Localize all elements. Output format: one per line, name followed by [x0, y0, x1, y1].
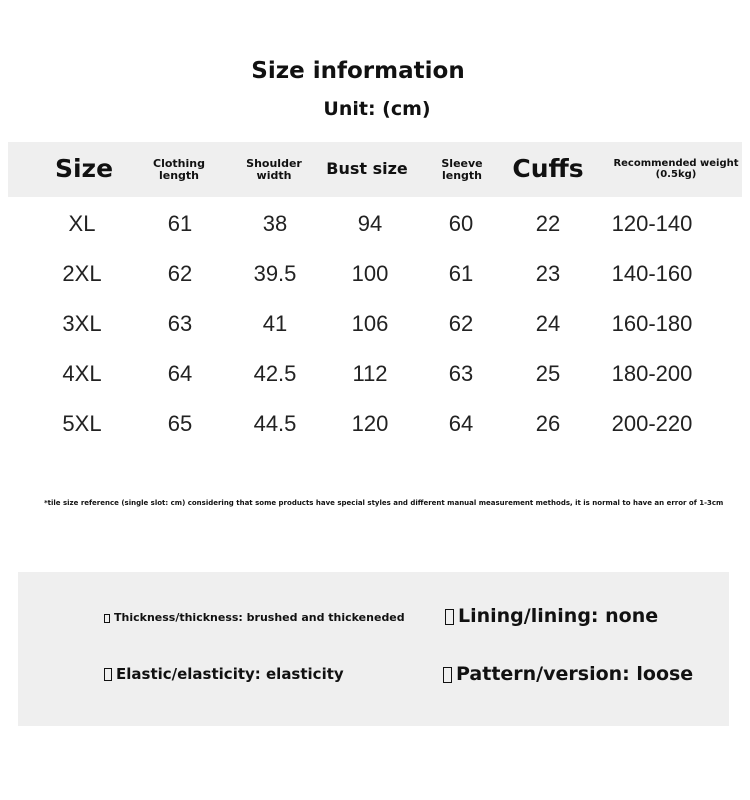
- cell-size: 2XL: [62, 261, 102, 286]
- cell-shoulder-width: 44.5: [253, 411, 297, 436]
- attribute-pattern: [443, 663, 693, 685]
- cell-bust-size: 100: [351, 261, 389, 286]
- cell-cuffs: 22: [535, 211, 561, 236]
- bullet-box-icon: [104, 614, 110, 623]
- attribute-lining-text: Lining/lining: none: [458, 605, 659, 627]
- cell-sleeve-length: 63: [448, 361, 474, 386]
- cell-size: 5XL: [62, 411, 102, 436]
- cell-shoulder-width: 39.5: [253, 261, 297, 286]
- attribute-elastic-text: Elastic/elasticity: elasticity: [116, 665, 344, 683]
- bullet-box-icon: [445, 609, 454, 625]
- cell-recommended-weight: 160-180: [611, 311, 693, 336]
- cell-size: 3XL: [62, 311, 102, 336]
- header-size: Size: [54, 154, 114, 184]
- cell-shoulder-width: 38: [262, 211, 288, 236]
- cell-sleeve-length: 60: [448, 211, 474, 236]
- cell-clothing-length: 64: [167, 361, 193, 386]
- header-recommended-weight: Recommended weight (0.5kg): [613, 158, 739, 180]
- bullet-box-icon: [443, 667, 452, 683]
- attribute-thickness-text: Thickness/thickness: brushed and thickeneded: [114, 611, 405, 624]
- bullet-box-icon: [104, 668, 112, 681]
- attribute-elastic: [104, 665, 344, 683]
- cell-cuffs: 26: [535, 411, 561, 436]
- cell-recommended-weight: 120-140: [611, 211, 693, 236]
- page-title: Size information: [251, 58, 465, 84]
- cell-recommended-weight: 140-160: [611, 261, 693, 286]
- attribute-pattern-text: Pattern/version: loose: [456, 663, 694, 685]
- header-bust-size: Bust size: [326, 159, 408, 179]
- table-row: [0, 202, 750, 252]
- table-row: [0, 352, 750, 402]
- product-attributes-panel: [18, 572, 729, 726]
- attribute-lining: [445, 605, 658, 627]
- cell-size: 4XL: [62, 361, 102, 386]
- cell-sleeve-length: 64: [448, 411, 474, 436]
- header-clothing-length: Clothing length: [153, 156, 205, 182]
- cell-cuffs: 25: [535, 361, 561, 386]
- cell-shoulder-width: 42.5: [253, 361, 297, 386]
- cell-cuffs: 24: [535, 311, 561, 336]
- cell-sleeve-length: 61: [448, 261, 474, 286]
- table-row: [0, 302, 750, 352]
- cell-clothing-length: 61: [167, 211, 193, 236]
- cell-shoulder-width: 41: [262, 311, 288, 336]
- header-cuffs: Cuffs: [512, 154, 584, 184]
- table-row: [0, 402, 750, 452]
- table-row: [0, 252, 750, 302]
- unit-label: Unit: (cm): [323, 98, 431, 120]
- cell-bust-size: 94: [357, 211, 383, 236]
- cell-bust-size: 112: [352, 361, 388, 386]
- header-sleeve-length: Sleeve length: [441, 156, 483, 182]
- cell-recommended-weight: 200-220: [611, 411, 693, 436]
- cell-recommended-weight: 180-200: [611, 361, 693, 386]
- attribute-thickness: [104, 611, 405, 624]
- cell-clothing-length: 62: [167, 261, 193, 286]
- cell-clothing-length: 65: [167, 411, 193, 436]
- size-table-header: [8, 142, 742, 197]
- cell-bust-size: 106: [351, 311, 389, 336]
- header-shoulder-width: Shoulder width: [246, 156, 302, 182]
- cell-cuffs: 23: [535, 261, 561, 286]
- cell-sleeve-length: 62: [448, 311, 474, 336]
- cell-bust-size: 120: [351, 411, 389, 436]
- cell-clothing-length: 63: [167, 311, 193, 336]
- cell-size: XL: [68, 211, 96, 236]
- measurement-note: *tile size reference (single slot: cm) considering that some products have special styles and different manual measurement methods, it is normal to have an error of 1-3cm: [44, 499, 724, 507]
